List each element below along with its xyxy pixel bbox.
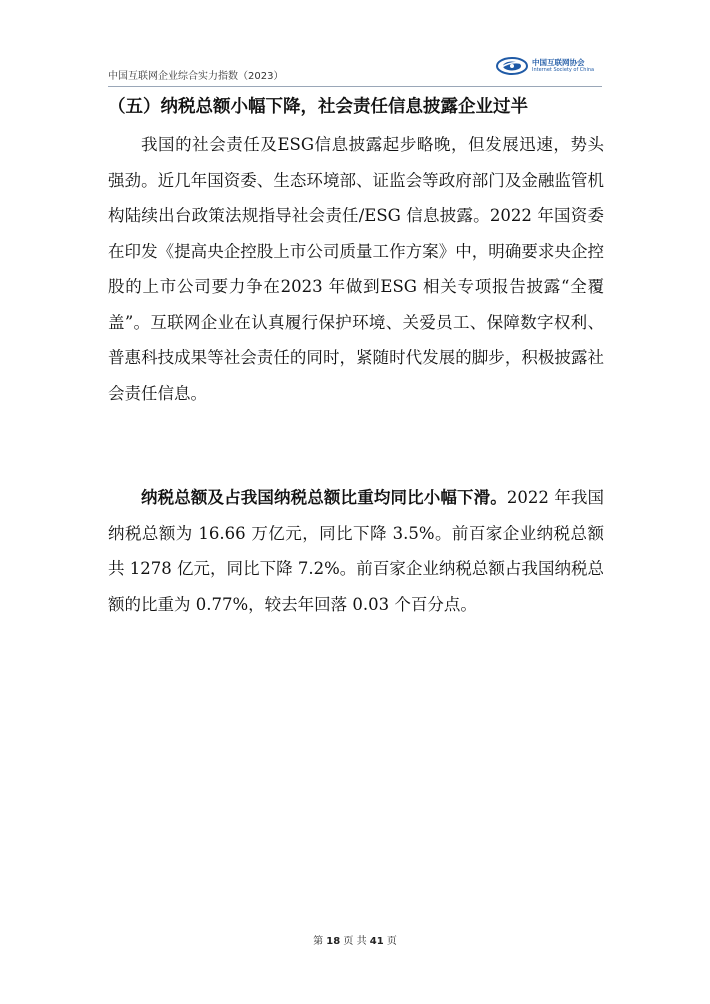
document-title: 中国互联网企业综合实力指数（2023）: [108, 71, 284, 82]
logo-name-cn: 中国互联网协会: [532, 58, 585, 67]
footer-mid: 页 共: [343, 936, 367, 947]
paragraph-body: 2022 年我国纳税总额为 16.66 万亿元，同比下降 3.5%。前百家企业纳税总额共 1278 亿元，同比下降 7.2%。前百家企业纳税总额占我国纳税总额的比重为 0.77%，较去年回落 0.03 个百分点。: [108, 488, 605, 614]
body-paragraph-tax: [108, 480, 604, 622]
page-footer: [0, 932, 710, 947]
footer-prefix: 第: [313, 936, 324, 947]
paragraph-text: 我国的社会责任及ESG信息披露起步略晚，但发展迅速，势头强劲。近几年国资委、生态环境部、证监会等政府部门及金融监管机构陆续出台政策法规指导社会责任/ESG 信息披露。2022 年国资委在印发《提高央企控股上市公司质量工作方案》中，明确要求央企控股的上市公司要力争在2023 年做到ESG 相关专项报告披露“全覆盖”。互联网企业在认真履行保护环境、关爱员工、保障数字权利、普惠科技成果等社会责任的同时，紧随时代发展的脚步，积极披露社会责任信息。: [108, 135, 604, 403]
paragraph-text: [108, 480, 604, 622]
footer-suffix: 页: [386, 936, 397, 947]
page-header: [108, 55, 602, 85]
isc-logo: [496, 55, 600, 79]
body-paragraph-disclosure: [108, 127, 604, 411]
header-divider: [108, 86, 602, 87]
logo-name-en: Internet Society of China: [532, 67, 595, 73]
isc-logo-icon: [496, 57, 528, 75]
section-heading: （五）纳税总额小幅下降，社会责任信息披露企业过半: [108, 97, 528, 117]
footer-total-pages: 41: [369, 936, 384, 947]
paragraph-lead: 纳税总额及占我国纳税总额比重均同比小幅下滑。: [141, 488, 507, 507]
footer-current-page: 18: [326, 936, 341, 947]
